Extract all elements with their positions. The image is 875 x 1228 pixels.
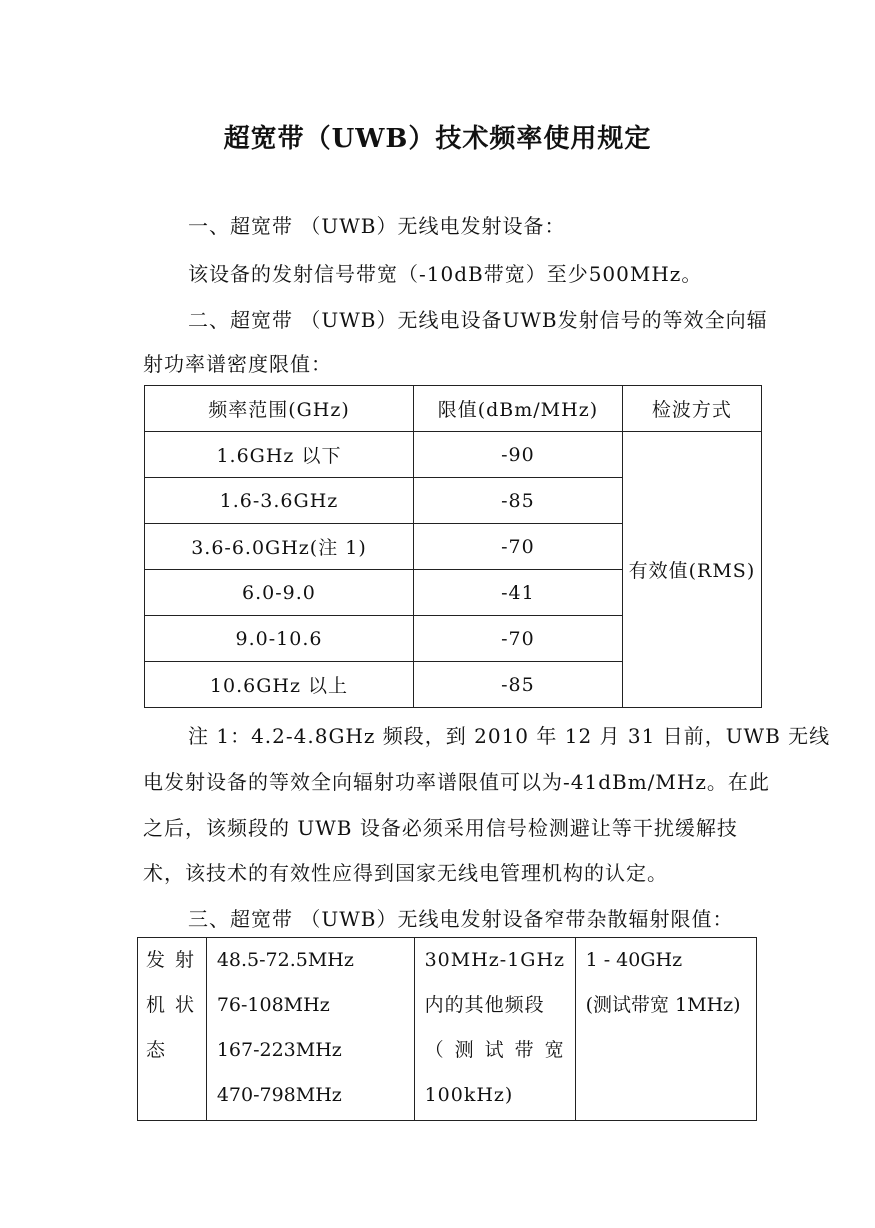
detection-cell: 有效值(RMS) <box>622 432 761 708</box>
state-line: 机状 <box>146 994 205 1016</box>
band-line: 470-798MHz <box>216 1084 342 1106</box>
note-line-2: 电发射设备的等效全向辐射功率谱限值可以为-41dBm/MHz。在此 <box>143 770 770 794</box>
section-1-heading: 一、超宽带 （UWB）无线电发射设备： <box>188 214 566 238</box>
section-2-heading: 二、超宽带 （UWB）无线电设备UWB发射信号的等效全向辐 <box>188 308 768 332</box>
band-line: 167-223MHz <box>216 1039 342 1061</box>
header-frequency-range: 频率范围(GHz) <box>145 386 414 432</box>
state-line: 发射 <box>146 949 205 971</box>
other-bands-cell <box>414 938 575 1121</box>
spurious-emission-table <box>137 937 757 1121</box>
range-cell: 3.6-6.0GHz(注 1) <box>145 524 414 570</box>
header-limit: 限值(dBm/MHz) <box>413 386 622 432</box>
section-1-text: 该设备的发射信号带宽（-10dB带宽）至少500MHz。 <box>188 262 703 286</box>
range-cell: 6.0-9.0 <box>145 570 414 616</box>
table-row <box>138 938 757 1121</box>
other-band-line: 100kHz) <box>424 1084 514 1106</box>
range-cell: 1.6GHz 以下 <box>145 432 414 478</box>
other-band-line: 内的其他频段 <box>424 994 545 1016</box>
frequency-bands-cell <box>206 938 414 1121</box>
note-line-1: 注 1：4.2-4.8GHz 频段，到 2010 年 12 月 31 日前，UWB 无线 <box>188 724 831 748</box>
other-band-line: （测试带宽 <box>424 1039 575 1061</box>
section-2-heading-cont: 射功率谱密度限值： <box>143 352 332 376</box>
high-band-cell <box>575 938 756 1121</box>
note-line-4: 术，该技术的有效性应得到国家无线电管理机构的认定。 <box>143 861 668 885</box>
limit-cell: -70 <box>413 524 622 570</box>
table-header-row <box>145 386 762 432</box>
range-cell: 10.6GHz 以上 <box>145 662 414 708</box>
limit-cell: -70 <box>413 616 622 662</box>
header-detection: 检波方式 <box>622 386 761 432</box>
psd-limit-table <box>144 385 762 708</box>
note-line-3: 之后，该频段的 UWB 设备必须采用信号检测避让等干扰缓解技 <box>143 816 738 840</box>
table-row <box>145 432 762 478</box>
limit-cell: -85 <box>413 478 622 524</box>
section-3-heading: 三、超宽带 （UWB）无线电发射设备窄带杂散辐射限值： <box>188 907 734 931</box>
limit-cell: -90 <box>413 432 622 478</box>
high-band-line: (测试带宽 1MHz) <box>585 994 741 1016</box>
high-band-line: 1 - 40GHz <box>585 949 683 971</box>
band-line: 48.5-72.5MHz <box>216 949 354 971</box>
range-cell: 1.6-3.6GHz <box>145 478 414 524</box>
limit-cell: -41 <box>413 570 622 616</box>
band-line: 76-108MHz <box>216 994 330 1016</box>
page-title: 超宽带（UWB）技术频率使用规定 <box>223 124 652 154</box>
transmitter-state-cell <box>138 938 207 1121</box>
other-band-line: 30MHz-1GHz <box>424 949 566 971</box>
range-cell: 9.0-10.6 <box>145 616 414 662</box>
limit-cell: -85 <box>413 662 622 708</box>
state-line: 态 <box>146 1039 176 1061</box>
